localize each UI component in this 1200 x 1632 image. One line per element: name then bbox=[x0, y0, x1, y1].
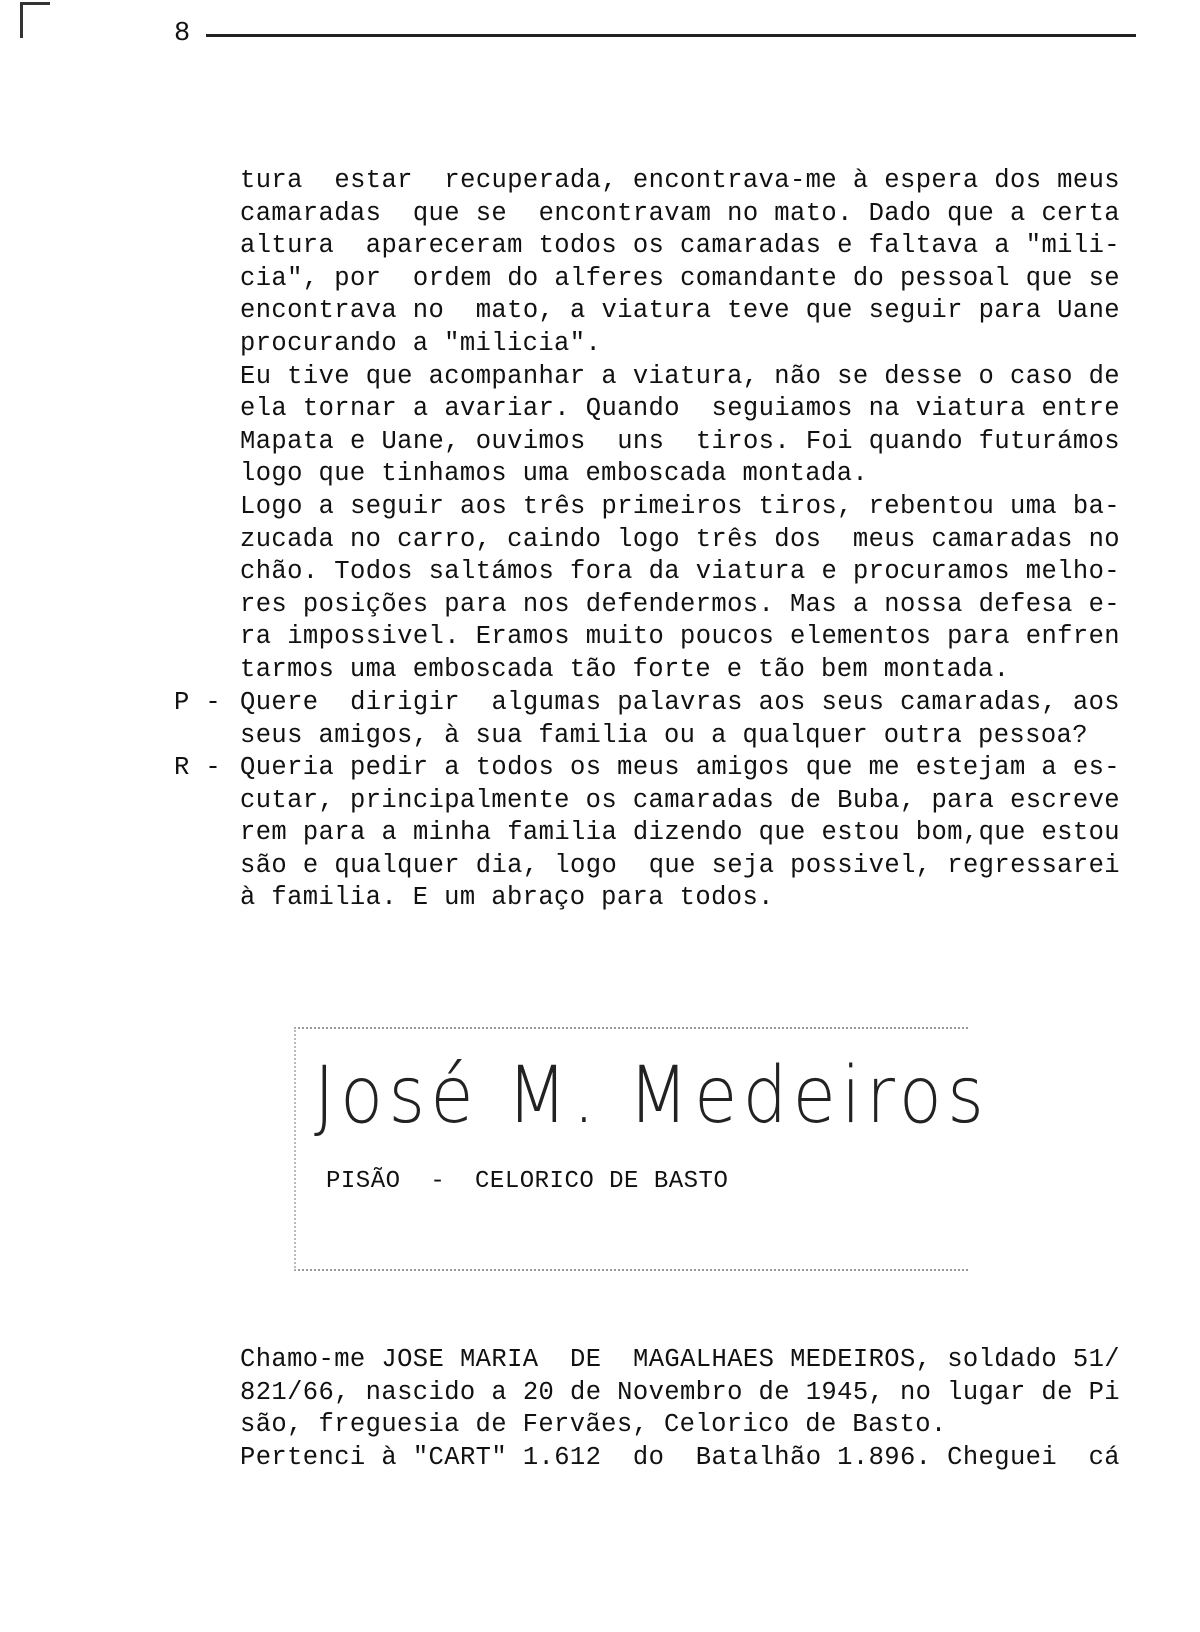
text-line: são, freguesia de Fervães, Celorico de Basto. bbox=[240, 1410, 947, 1440]
text-line: logo que tinhamos uma emboscada montada. bbox=[240, 459, 869, 489]
text-line: Eu tive que acompanhar a viatura, não se desse o caso de bbox=[240, 361, 1120, 391]
stamp-place: PISÃO - CELORICO DE BASTO bbox=[326, 1168, 729, 1195]
text-line: ela tornar a avariar. Quando seguiamos na viatura entre bbox=[240, 394, 1120, 424]
text-line: são e qualquer dia, logo que seja possivel, regressarei bbox=[240, 850, 1120, 880]
name-stamp bbox=[294, 1027, 990, 1271]
text-line: cia", por ordem do alferes comandante do pessoal que se bbox=[240, 263, 1120, 293]
bio-text bbox=[240, 1344, 1120, 1474]
stamp-name: José M. Medeiros bbox=[314, 1051, 990, 1141]
text-line: encontrava no mato, a viatura teve que seguir para Uane bbox=[240, 296, 1120, 326]
text-line: Queria pedir a todos os meus amigos que me estejam a es- bbox=[240, 753, 1120, 782]
text-line: zucada no carro, caindo logo três dos meus camaradas no bbox=[240, 524, 1120, 554]
text-line: procurando a "milicia". bbox=[240, 328, 602, 358]
text-line: ra impossivel. Eramos muito poucos elementos para enfren bbox=[240, 622, 1120, 652]
text-line: camaradas que se encontravam no mato. Dado que a certa bbox=[240, 198, 1120, 228]
answer-marker: R - bbox=[174, 753, 222, 782]
text-line: à familia. E um abraço para todos. bbox=[240, 883, 774, 913]
question-marker: P - bbox=[174, 688, 222, 717]
text-line: rem para a minha familia dizendo que estou bom,que estou bbox=[240, 818, 1120, 848]
text-line: Mapata e Uane, ouvimos uns tiros. Foi quando futurámos bbox=[240, 426, 1120, 456]
text-line: res posições para nos defendermos. Mas a nossa defesa e- bbox=[240, 589, 1120, 619]
text-line: Chamo-me JOSE MARIA DE MAGALHAES MEDEIROS, soldado 51/ bbox=[240, 1345, 1120, 1374]
text-line: Quere dirigir algumas palavras aos seus camaradas, aos bbox=[240, 688, 1120, 717]
text-line: seus amigos, à sua familia ou a qualquer outra pessoa? bbox=[240, 720, 1088, 750]
text-line: altura apareceram todos os camaradas e faltava a "mili- bbox=[240, 231, 1120, 261]
text-line: cutar, principalmente os camaradas de Buba, para escreve bbox=[240, 785, 1120, 815]
text-line: chão. Todos saltámos fora da viatura e procuramos melho- bbox=[240, 557, 1120, 587]
text-line: tura estar recuperada, encontrava-me à espera dos meus bbox=[240, 166, 1120, 195]
text-line: Pertenci à "CART" 1.612 do Batalhão 1.896. Cheguei cá bbox=[240, 1442, 1120, 1472]
text-line: Logo a seguir aos três primeiros tiros, rebentou uma ba- bbox=[240, 491, 1120, 521]
text-line: tarmos uma emboscada tão forte e tão bem montada. bbox=[240, 654, 1010, 684]
margin-mark bbox=[20, 2, 50, 5]
margin-mark bbox=[20, 2, 23, 38]
question-text bbox=[240, 687, 1120, 752]
answer-text bbox=[240, 752, 1120, 915]
header-rule bbox=[206, 34, 1136, 37]
page-number: 8 bbox=[174, 19, 191, 49]
text-line: 821/66, nascido a 20 de Novembro de 1945, no lugar de Pi bbox=[240, 1377, 1120, 1407]
body-text bbox=[240, 165, 1120, 687]
